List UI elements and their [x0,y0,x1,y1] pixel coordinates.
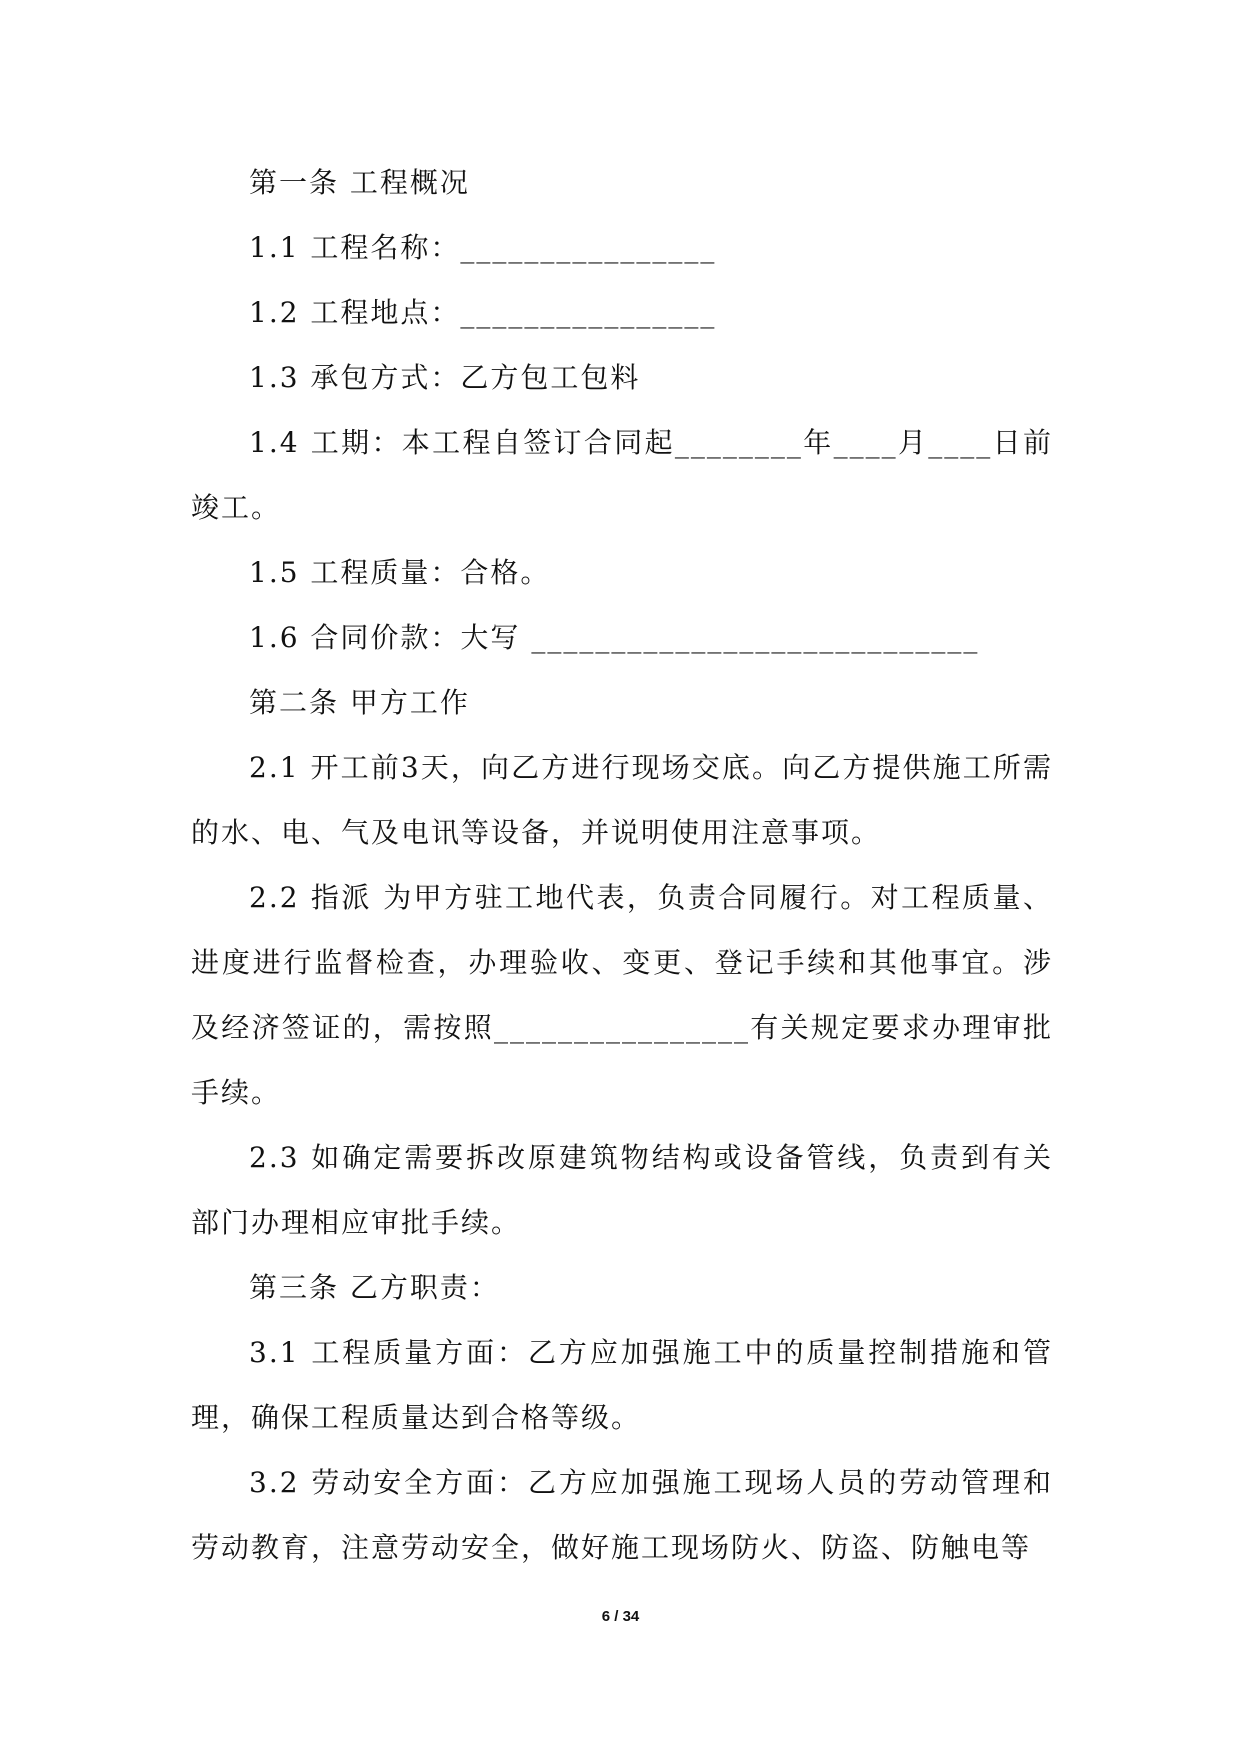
clause-1-6: 1.6 合同价款：大写 ____________________________ [249,621,980,654]
clause-2-2: 2.2 指派 为甲方驻工地代表，负责合同履行。对工程质量、进度进行监督检查，办理验收、变更、登记手续和其他事宜。涉及经济签证的，需按照________________有关规定要求办理审批手续。 [191,881,1053,1109]
section-1-heading: 第一条 工程概况 [249,166,470,199]
page-number: 6 / 34 [601,1608,640,1625]
clause-1-4: 1.4 工期：本工程自签订合同起________年____月____日前竣工。 [191,426,1053,524]
clause-1-1: 1.1 工程名称：________________ [249,231,717,264]
clause-1-5: 1.5 工程质量：合格。 [249,556,551,589]
section-3-heading: 第三条 乙方职责： [249,1271,500,1304]
clause-1-3: 1.3 承包方式：乙方包工包料 [249,361,641,394]
clause-1-2: 1.2 工程地点：________________ [249,296,717,329]
clause-3-1: 3.1 工程质量方面：乙方应加强施工中的质量控制措施和管理，确保工程质量达到合格等级。 [191,1336,1053,1434]
clause-2-3: 2.3 如确定需要拆改原建筑物结构或设备管线，负责到有关部门办理相应审批手续。 [191,1141,1053,1239]
clause-3-2: 3.2 劳动安全方面：乙方应加强施工现场人员的劳动管理和劳动教育，注意劳动安全，做好施工现场防火、防盗、防触电等 [191,1466,1053,1564]
document-body [191,150,1053,1580]
section-2-heading: 第二条 甲方工作 [249,686,470,719]
clause-2-1: 2.1 开工前3天，向乙方进行现场交底。向乙方提供施工所需的水、电、气及电讯等设备，并说明使用注意事项。 [191,751,1053,849]
